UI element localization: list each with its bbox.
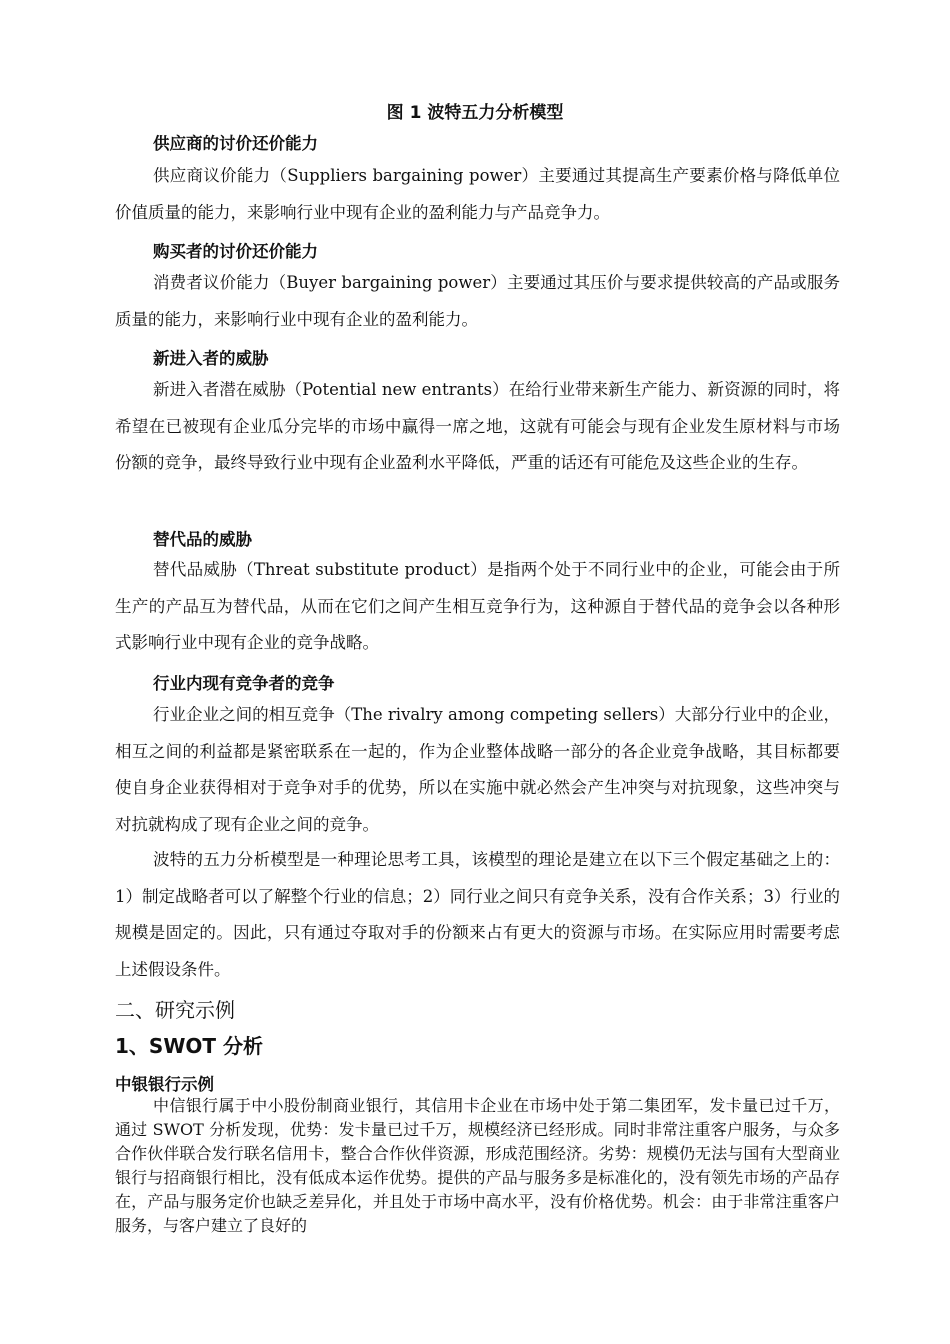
section-text-substitutes: 替代品威胁（Threat substitute product）是指两个处于不同行业中的企业，可能会由于所生产的产品互为替代品，从而在它们之间产生相互竞争行为，这种源自于替代品的竞争会以各种形式影响行业中现有企业的竞争战略。 [115,560,840,652]
section-text-suppliers: 供应商议价能力（Suppliers bargaining power）主要通过其提高生产要素价格与降低单位价值质量的能力，来影响行业中现有企业的盈利能力与产品竞争力。 [115,166,840,222]
section-heading-buyers: 购买者的讨价还价能力 [153,242,318,261]
section-heading-new-entrants: 新进入者的威胁 [153,349,269,368]
heading-level-3: 中银银行示例 [115,1075,214,1094]
section-heading-suppliers: 供应商的讨价还价能力 [153,134,318,153]
section-text-buyers: 消费者议价能力（Buyer bargaining power）主要通过其压价与要求提供较高的产品或服务质量的能力，来影响行业中现有企业的盈利能力。 [115,273,840,329]
case-paragraph: 中信银行属于中小股份制商业银行，其信用卡企业在市场中处于第二集团军，发卡量已过千万，通过 SWOT 分析发现，优势：发卡量已过千万，规模经济已经形成。同时非常注重客户服务，与众多合作伙伴联合发行联名信用卡，整合合作伙伴资源，形成范围经济。劣势：规模仍无法与国有大型商业银行与招商银行相比，没有低成本运作优势。提供的产品与服务多是标准化的，没有领先市场的产品存在，产品与服务定价也缺乏差异化，并且处于市场中高水平，没有价格优势。机会：由于非常注重客户服务，与客户建立了良好的 [115,1096,840,1235]
section-heading-rivalry: 行业内现有竞争者的竞争 [153,674,335,693]
section-heading-substitutes: 替代品的威胁 [153,530,252,549]
heading-level-1: 二、研究示例 [115,998,235,1022]
section-text-rivalry: 行业企业之间的相互竞争（The rivalry among competing sellers）大部分行业中的企业，相互之间的利益都是紧密联系在一起的，作为企业整体战略一部分的各企业竞争战略，其目标都要使自身企业获得相对于竞争对手的优势，所以在实施中就必然会产生冲突与对抗现象，这些冲突与对抗就构成了现有企业之间的竞争。 [115,705,840,834]
section-text-new-entrants: 新进入者潜在威胁（Potential new entrants）在给行业带来新生产能力、新资源的同时，将希望在已被现有企业瓜分完毕的市场中赢得一席之地，这就有可能会与现有企业发生原材料与市场份额的竞争，最终导致行业中现有企业盈利水平降低，严重的话还有可能危及这些企业的生存。 [115,380,840,472]
figure-caption: 图 1 波特五力分析模型 [386,103,564,123]
summary-paragraph: 波特的五力分析模型是一种理论思考工具，该模型的理论是建立在以下三个假定基础之上的：1）制定战略者可以了解整个行业的信息；2）同行业之间只有竞争关系，没有合作关系；3）行业的规模是固定的。因此，只有通过夺取对手的份额来占有更大的资源与市场。在实际应用时需要考虑上述假设条件。 [115,850,840,979]
heading-level-2: 1、SWOT 分析 [115,1034,263,1058]
